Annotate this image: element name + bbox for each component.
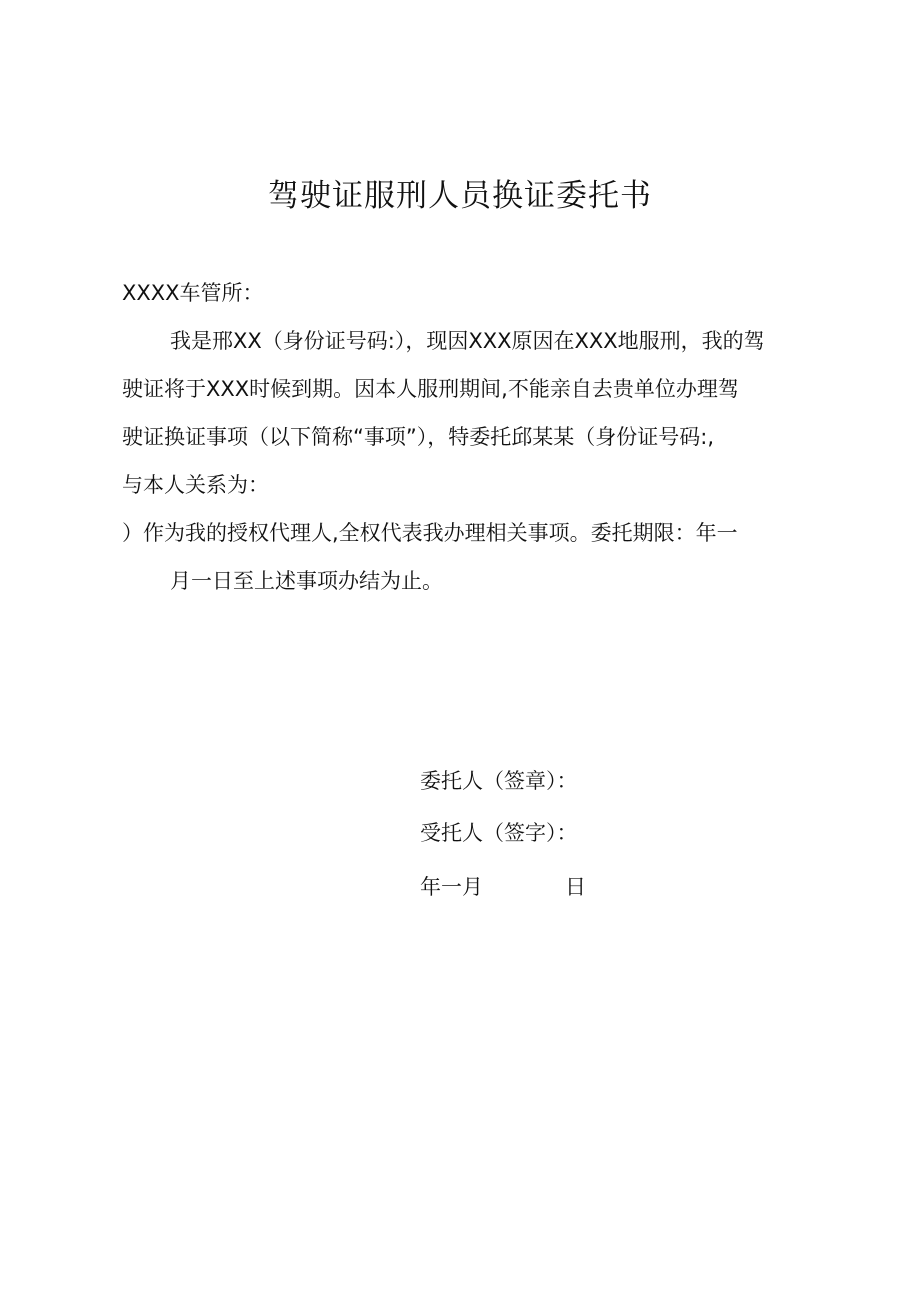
body-line-1: 我是邢XX（身份证号码:），现因XXX原因在XXX地服刑，我的驾 [170, 329, 765, 353]
date-prefix: 年一月 [420, 875, 483, 899]
body-line-5: ）作为我的授权代理人,全权代表我办理相关事项。委托期限：年一 [122, 521, 738, 545]
document-title: 驾驶证服刑人员换证委托书 [268, 178, 652, 214]
body-line-3: 驶证换证事项（以下简称“事项”），特委托邱某某（身份证号码:, [122, 425, 715, 449]
agent-signature-label: 受托人（签字）： [420, 821, 578, 845]
body-line-6: 月一日至上述事项办结为止。 [170, 569, 443, 593]
principal-signature-label: 委托人（签章）： [420, 769, 578, 793]
body-line-4: 与本人关系为： [122, 473, 269, 497]
body-line-2: 驶证将于XXX时候到期。因本人服刑期间,不能亲自去贵单位办理驾 [122, 377, 739, 401]
addressee: XXXX车管所： [122, 281, 264, 305]
date-suffix: 日 [565, 875, 586, 899]
signature-date [420, 872, 586, 902]
